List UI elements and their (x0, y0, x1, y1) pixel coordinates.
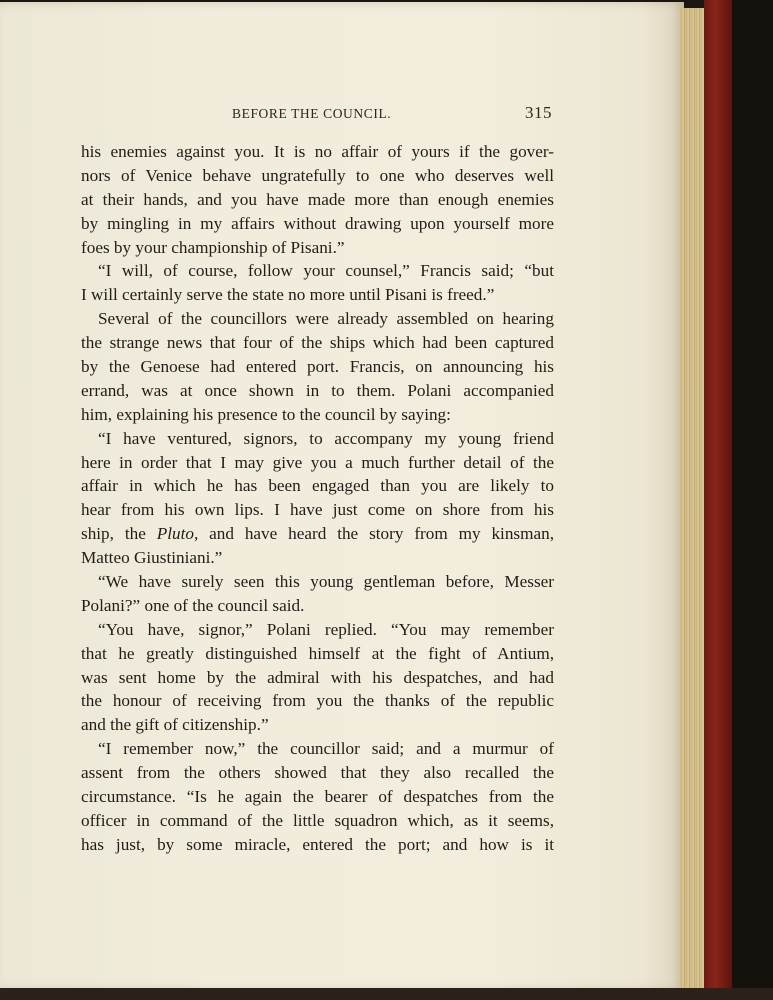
text-line: “I will, of course, follow your counsel,” Francis said; “but (98, 261, 554, 281)
page-edges (680, 8, 706, 990)
text-line: assent from the others showed that they also recalled the (81, 763, 554, 783)
text-line: was sent home by the admiral with his despatches, and had (81, 667, 554, 687)
bottom-shadow (0, 988, 773, 1000)
text-line: the honour of receiving from you the thanks of the republic (81, 691, 554, 711)
ship-name: Pluto (156, 524, 194, 544)
body-text (81, 140, 554, 857)
text-line: that he greatly distinguished himself at the fight of Antium, (81, 643, 554, 663)
text-line: errand, was at once shown in to them. Polani accompanied (81, 380, 554, 400)
running-head (232, 103, 552, 126)
text-line: him, explaining his presence to the council by saying: (81, 404, 451, 424)
running-head-title: BEFORE THE COUNCIL. (232, 106, 392, 121)
text-line: “I have ventured, signors, to accompany my young friend (98, 428, 554, 448)
text-line: here in order that I may give you a much further detail of the (81, 452, 554, 472)
text-line: ship, the Pluto, and have heard the story from my kinsman, (81, 524, 554, 544)
book-cover-edge (704, 0, 732, 1000)
text-line: by mingling in my affairs without drawing upon yourself more (81, 213, 554, 233)
text-line: his enemies against you. It is no affair of yours if the gover- (81, 142, 554, 161)
text-line: circumstance. “Is he again the bearer of despatches from the (81, 787, 554, 807)
text-line: Polani?” one of the council said. (81, 595, 305, 615)
text-line: “I remember now,” the councillor said; and a murmur of (98, 739, 554, 759)
text-line: Matteo Giustiniani.” (81, 548, 223, 568)
text-line: “We have surely seen this young gentleman before, Messer (98, 572, 554, 592)
text-line: I will certainly serve the state no more until Pisani is freed.” (81, 285, 495, 305)
text-line: Several of the councillors were already assembled on hearing (98, 309, 554, 329)
text-line: foes by your championship of Pisani.” (81, 237, 345, 257)
page-number: 315 (525, 103, 552, 122)
text-line: affair in which he has been engaged than you are likely to (81, 476, 554, 496)
text-line: “You have, signor,” Polani replied. “You may remember (98, 619, 554, 639)
text-line: at their hands, and you have made more than enough enemies (81, 189, 554, 209)
background-margin (732, 0, 773, 1000)
text-line: the strange news that four of the ships which had been captured (81, 333, 554, 353)
text-line: hear from his own lips. I have just come on shore from his (81, 500, 554, 520)
text-line: nors of Venice behave ungratefully to one who deserves well (81, 165, 554, 185)
text-line: and the gift of citizenship.” (81, 715, 269, 735)
text-line: by the Genoese had entered port. Francis, on announcing his (81, 357, 554, 377)
text-line: officer in command of the little squadron which, as it seems, (81, 810, 554, 830)
text-line: has just, by some miracle, entered the port; and how is it (81, 834, 554, 854)
